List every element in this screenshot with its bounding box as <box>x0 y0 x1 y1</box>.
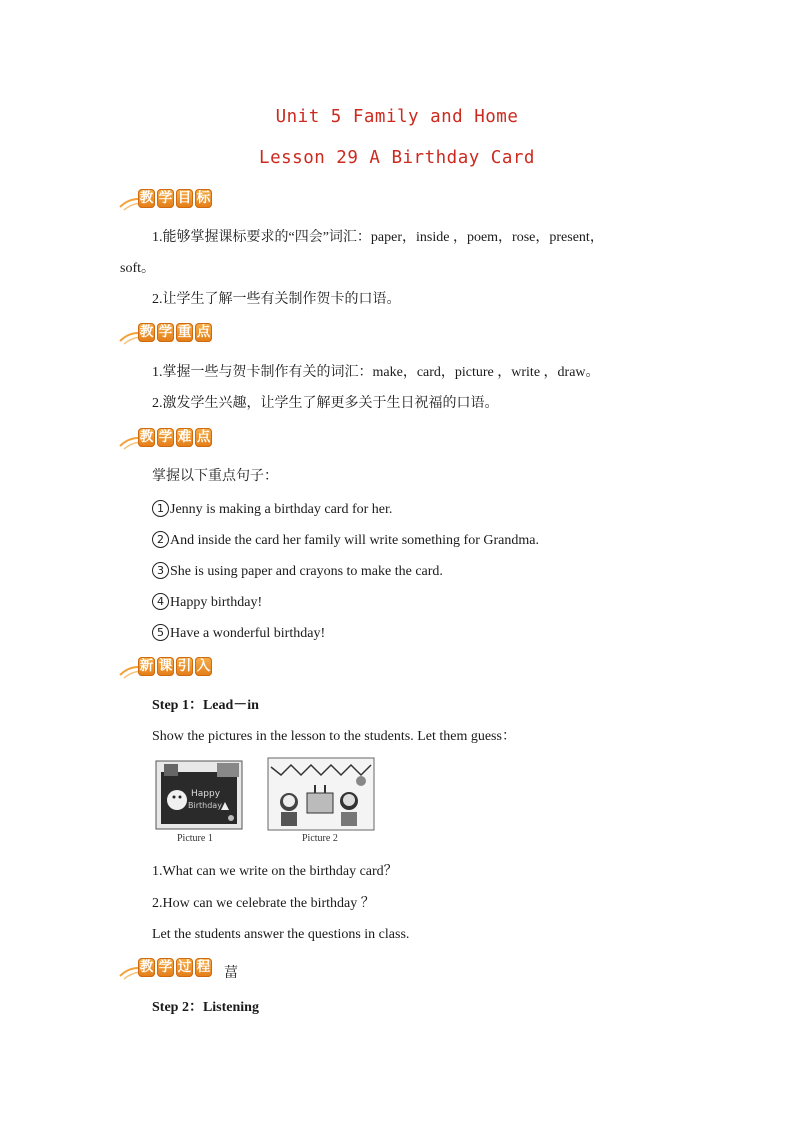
unit-title: Unit 5 Family and Home <box>275 107 519 127</box>
svg-text:Birthday: Birthday <box>188 801 222 810</box>
tag-char: 教 <box>139 429 154 445</box>
section-tag-process <box>118 956 258 982</box>
tag-char: 新 <box>139 658 154 674</box>
objective-line-2: 2.让学生了解一些有关制作贺卡的口语。 <box>152 292 401 307</box>
section-tag-key-points <box>118 321 228 347</box>
tag-extra-char: 葍 <box>224 965 238 981</box>
svg-text:Happy: Happy <box>191 789 221 799</box>
question-2: 2.How can we celebrate the birthday ？ <box>152 896 375 911</box>
tag-char: 难 <box>177 429 192 445</box>
section-tag-objectives <box>118 187 228 213</box>
tag-char: 标 <box>196 190 211 206</box>
sentence-text: Have a wonderful birthday! <box>170 626 326 641</box>
tag-char: 学 <box>158 190 173 206</box>
lesson-title: Lesson 29 A Birthday Card <box>259 148 535 168</box>
birthday-card-picture-1 <box>155 760 243 830</box>
key-sentence-3 <box>152 562 443 581</box>
tag-char: 过 <box>177 959 192 975</box>
picture-2-caption: Picture 2 <box>302 833 338 844</box>
tag-char: 点 <box>196 324 211 340</box>
sentence-text: She is using paper and crayons to make the card. <box>170 564 443 579</box>
step2-heading: Step 2：Listening <box>152 1000 259 1015</box>
key-sentence-1 <box>152 500 392 519</box>
tag-char: 目 <box>177 190 192 206</box>
tag-char: 课 <box>158 658 173 674</box>
tag-char: 学 <box>158 959 173 975</box>
tag-char: 重 <box>177 324 192 340</box>
key-point-line-2: 2.激发学生兴趣，让学生了解更多关于生日祝福的口语。 <box>152 396 499 411</box>
circled-number: 3 <box>152 562 169 579</box>
key-point-line-1: 1.掌握一些与贺卡制作有关的词汇：make，card，picture ，write ，draw。 <box>152 365 600 380</box>
tag-char: 学 <box>158 429 173 445</box>
difficulties-intro: 掌握以下重点句子： <box>152 469 278 484</box>
tag-char: 教 <box>139 324 154 340</box>
tag-char: 点 <box>196 429 211 445</box>
key-sentence-2 <box>152 531 539 550</box>
tag-char: 程 <box>196 959 211 975</box>
step1-heading: Step 1：Lead－in <box>152 698 259 713</box>
sentence-text: Jenny is making a birthday card for her. <box>170 502 393 517</box>
key-sentence-4 <box>152 593 262 612</box>
tag-char: 入 <box>196 658 211 674</box>
sentence-text: Happy birthday! <box>170 595 263 610</box>
section-tag-difficulties <box>118 426 228 452</box>
tag-char: 教 <box>139 190 154 206</box>
objective-line-1b: soft。 <box>120 261 155 276</box>
tag-char: 学 <box>158 324 173 340</box>
birthday-party-picture-2 <box>267 757 375 831</box>
objective-line-1: 1.能够掌握课标要求的“四会”词汇：paper，inside ，poem，rose，present， <box>152 230 604 245</box>
question-1: 1.What can we write on the birthday card？ <box>152 864 398 879</box>
step1-instruction: Show the pictures in the lesson to the students. Let them guess： <box>152 729 516 744</box>
section-tag-intro <box>118 655 228 681</box>
tag-char: 引 <box>177 658 192 674</box>
tag-char: 教 <box>139 959 154 975</box>
key-sentence-5 <box>152 624 325 643</box>
circled-number: 4 <box>152 593 169 610</box>
step1-note: Let the students answer the questions in class. <box>152 927 410 942</box>
circled-number: 5 <box>152 624 169 641</box>
circled-number: 2 <box>152 531 169 548</box>
circled-number: 1 <box>152 500 169 517</box>
sentence-text: And inside the card her family will write something for Grandma. <box>170 533 539 548</box>
picture-1-caption: Picture 1 <box>177 833 213 844</box>
